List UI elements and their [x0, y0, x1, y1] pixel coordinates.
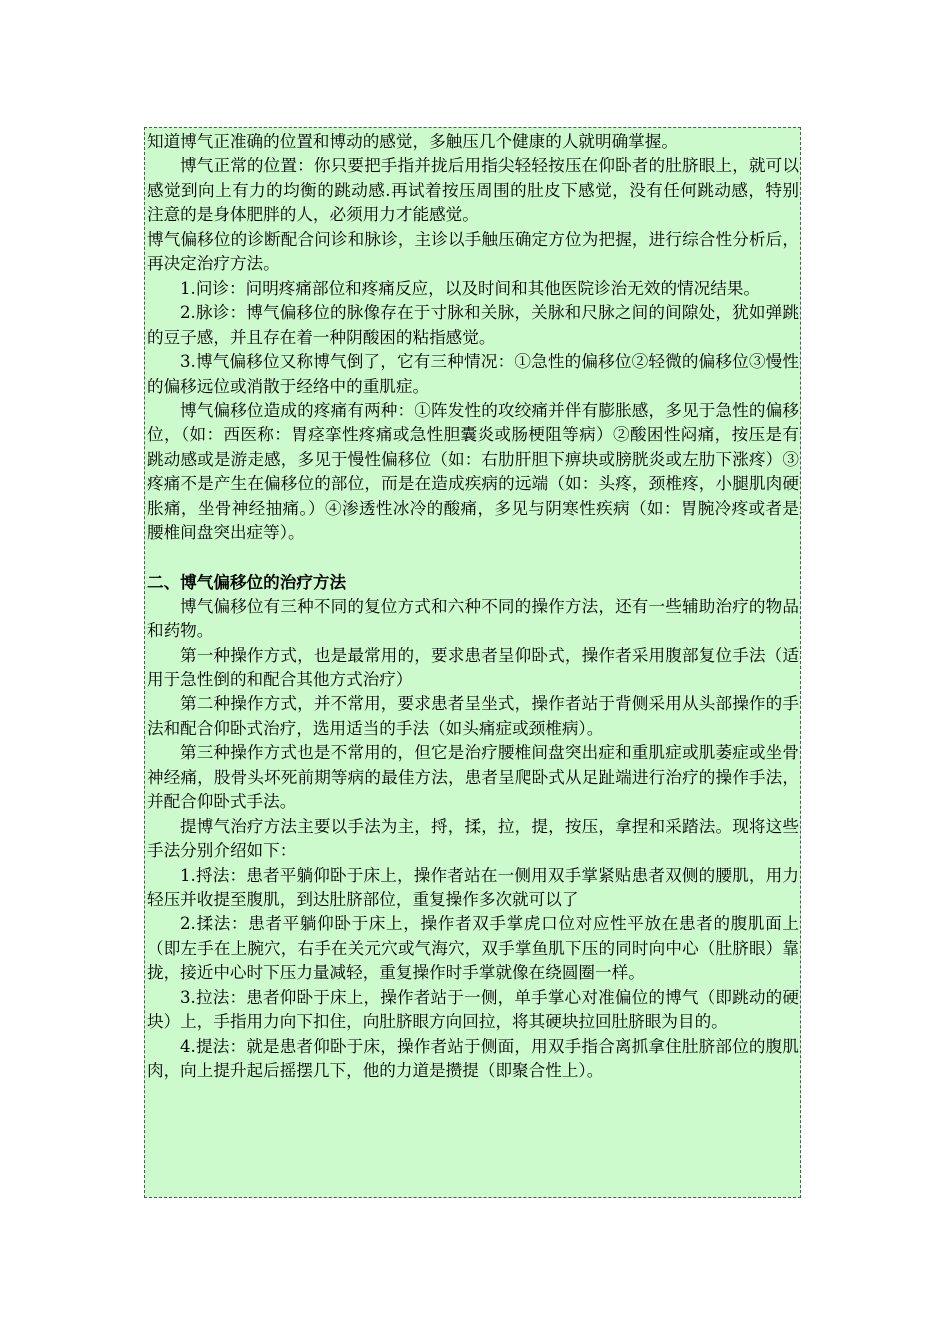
paragraph: 知道博气正准确的位置和博动的感觉，多触压几个健康的人就明确掌握。	[147, 132, 678, 151]
paragraph: 1.问诊：问明疼痛部位和疼痛反应，以及时间和其他医院诊治无效的情况结果。	[180, 278, 761, 298]
paragraph: 3.拉法：患者仰卧于床上，操作者站于一侧，单手掌心对准偏位的博气（即跳动的硬块）上，手指用力向下扣住，向肚脐眼方向回拉，将其硬块拉回肚脐眼为目的。	[147, 987, 799, 1032]
paragraph: 第三种操作方式也是不常用的，但它是治疗腰椎间盘突出症和重肌症或肌萎症或坐骨神经痛，股骨头坏死前期等病的最佳方法，患者呈爬卧式从足趾端进行治疗的操作手法，并配合仰卧式手法。	[147, 743, 799, 812]
paragraph: 博气偏移位造成的疼痛有两种：①阵发性的攻绞痛并伴有膨胀感，多见于急性的偏移位，（如：西医称：胃痉挛性疼痛或急性胆囊炎或肠梗阻等病）②酸困性闷痛，按压是有跳动感或是游走感，多见于慢性偏移位（如：右肋肝胆下痹块或膀胱炎或左肋下涨疼）③疼痛不是产生在偏移位的部位，而是在造成疾病的远端（如：头疼，颈椎疼，小腿肌肉硬胀痛，坐骨神经抽痛。）④渗透性冰冷的酸痛，多见与阴寒性疾病（如：胃腕冷疼或者是腰椎间盘突出症等）。	[147, 400, 799, 543]
paragraph: 2.脉诊：博气偏移位的脉像存在于寸脉和关脉，关脉和尺脉之间的间隙处，犹如弹跳的豆子感，并且存在着一种阴酸困的粘指感觉。	[147, 303, 799, 347]
paragraph: 提博气治疗方法主要以手法为主，捋，揉，拉，提，按压，拿捏和采踏法。现将这些手法分别介绍如下：	[147, 816, 799, 861]
paragraph: 1.捋法：患者平躺仰卧于床上，操作者站在一侧用双手掌紧贴患者双侧的腰肌，用力轻压并收提至腹肌，到达肚脐部位，重复操作多次就可以了	[147, 865, 799, 910]
paragraph: 第二种操作方式，并不常用，要求患者呈坐式，操作者站于背侧采用从头部操作的手法和配合仰卧式治疗，选用适当的手法（如头痛症或颈椎病）。	[147, 694, 799, 738]
blank-line	[147, 546, 799, 570]
paragraph: 第一种操作方式，也是最常用的，要求患者呈仰卧式，操作者采用腹部复位手法（适用于急性倒的和配合其他方式治疗）	[147, 645, 799, 689]
section-heading: 二、博气偏移位的治疗方法	[147, 572, 347, 593]
paragraph: 博气正常的位置：你只要把手指并拢后用指尖轻轻按压在仰卧者的肚脐眼上，就可以感觉到向上有力的均衡的跳动感.再试着按压周围的肚皮下感觉，没有任何跳动感，特别注意的是身体肥胖的人，必须用力才能感觉。	[147, 156, 799, 225]
paragraph: 3.博气偏移位又称博气倒了，它有三种情况：①急性的偏移位②轻微的偏移位③慢性的偏移远位或消散于经络中的重肌症。	[147, 352, 799, 396]
paragraph: 2.揉法：患者平躺仰卧于床上，操作者双手掌虎口位对应性平放在患者的腹肌面上（即左手在上腕穴，右手在关元穴或气海穴，双手掌鱼肌下压的同时向中心（肚脐眼）靠拢，接近中心时下压力量减轻，重复操作时手掌就像在绕圆圈一样。	[147, 914, 799, 983]
document-page	[144, 127, 801, 1198]
paragraph: 博气偏移位有三种不同的复位方式和六种不同的操作方法，还有一些辅助治疗的物品和药物。	[147, 596, 799, 641]
paragraph: 4.提法：就是患者仰卧于床，操作者站于侧面，用双手指合离抓拿住肚脐部位的腹肌肉，向上提升起后摇摆几下，他的力道是攒提（即聚合性上）。	[147, 1036, 799, 1081]
paragraph: 博气偏移位的诊断配合问诊和脉诊，主诊以手触压确定方位为把握，进行综合性分析后，再决定治疗方法。	[147, 229, 799, 274]
